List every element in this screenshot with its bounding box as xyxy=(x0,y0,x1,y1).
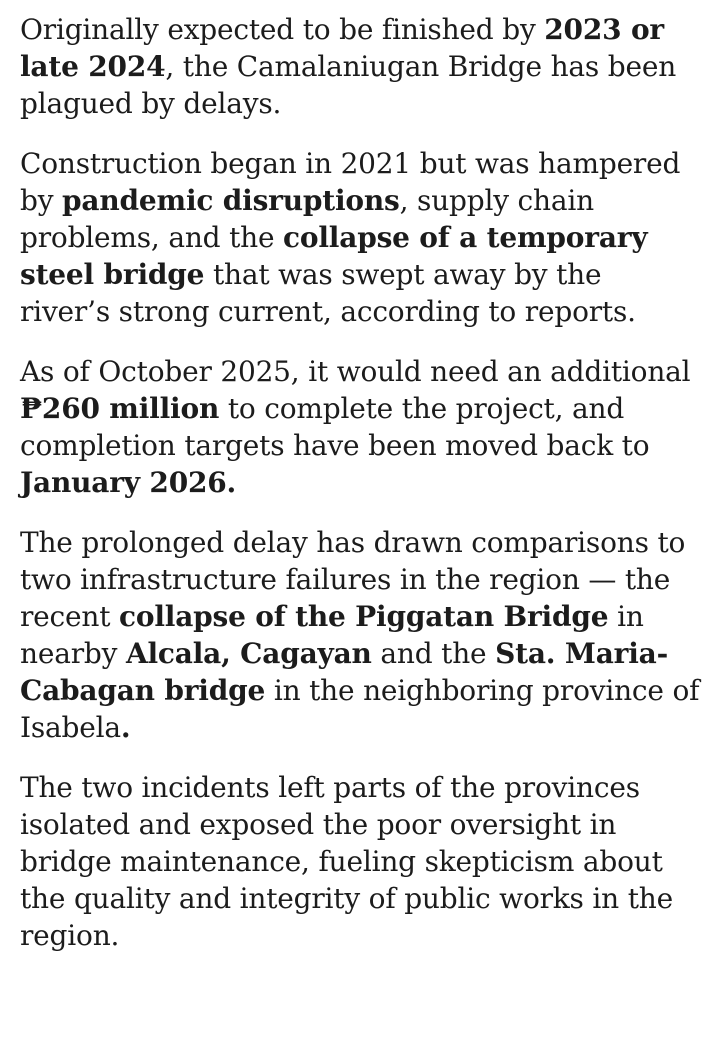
emphasis-temporary-bridge: collapse of a temporary steel bridge xyxy=(20,221,648,291)
text-run: The two incidents left parts of the provinces isolated and exposed the poor oversight in bridge maintenance, fueling skepticism about the quality and integrity of public works in the region. xyxy=(20,771,673,952)
text-run: that was swept away by the river’s strong current, according to reports. xyxy=(20,258,636,328)
emphasis-pandemic: pandemic disruptions xyxy=(62,184,400,217)
text-run: Originally expected to be finished by xyxy=(20,13,545,46)
paragraph-5 xyxy=(20,769,700,954)
emphasis-piggatan-collapse: collapse of the Piggatan Bridge xyxy=(119,600,609,633)
text-run: , the Camalaniugan Bridge has been plagued by delays. xyxy=(20,50,677,120)
text-run: , supply chain problems, and the xyxy=(20,184,594,254)
paragraph-4 xyxy=(20,524,700,746)
emphasis-expected-completion: 2023 or late 2024 xyxy=(20,13,664,83)
emphasis-period: . xyxy=(120,711,131,744)
emphasis-target-date: January 2026. xyxy=(20,466,237,499)
text-run: Construction began in 2021 but was hampered by xyxy=(20,147,681,217)
text-run: As of October 2025, it would need an additional xyxy=(20,355,691,388)
emphasis-amount: ₱260 million xyxy=(20,392,220,425)
paragraph-3 xyxy=(20,353,700,501)
emphasis-sta-maria-bridge: Sta. Maria-Cabagan bridge xyxy=(20,637,668,707)
text-run: to complete the project, and completion targets have been moved back to xyxy=(20,392,650,462)
text-run: in nearby xyxy=(20,600,644,670)
emphasis-alcala: Alcala, Cagayan xyxy=(125,637,372,670)
paragraph-1 xyxy=(20,11,700,122)
text-run: and the xyxy=(371,637,496,670)
paragraph-2 xyxy=(20,145,700,330)
text-run: in the neighboring province of Isabela xyxy=(20,674,700,744)
article-body xyxy=(0,11,720,954)
text-run: The prolonged delay has drawn comparisons to two infrastructure failures in the region — the recent xyxy=(20,526,686,633)
